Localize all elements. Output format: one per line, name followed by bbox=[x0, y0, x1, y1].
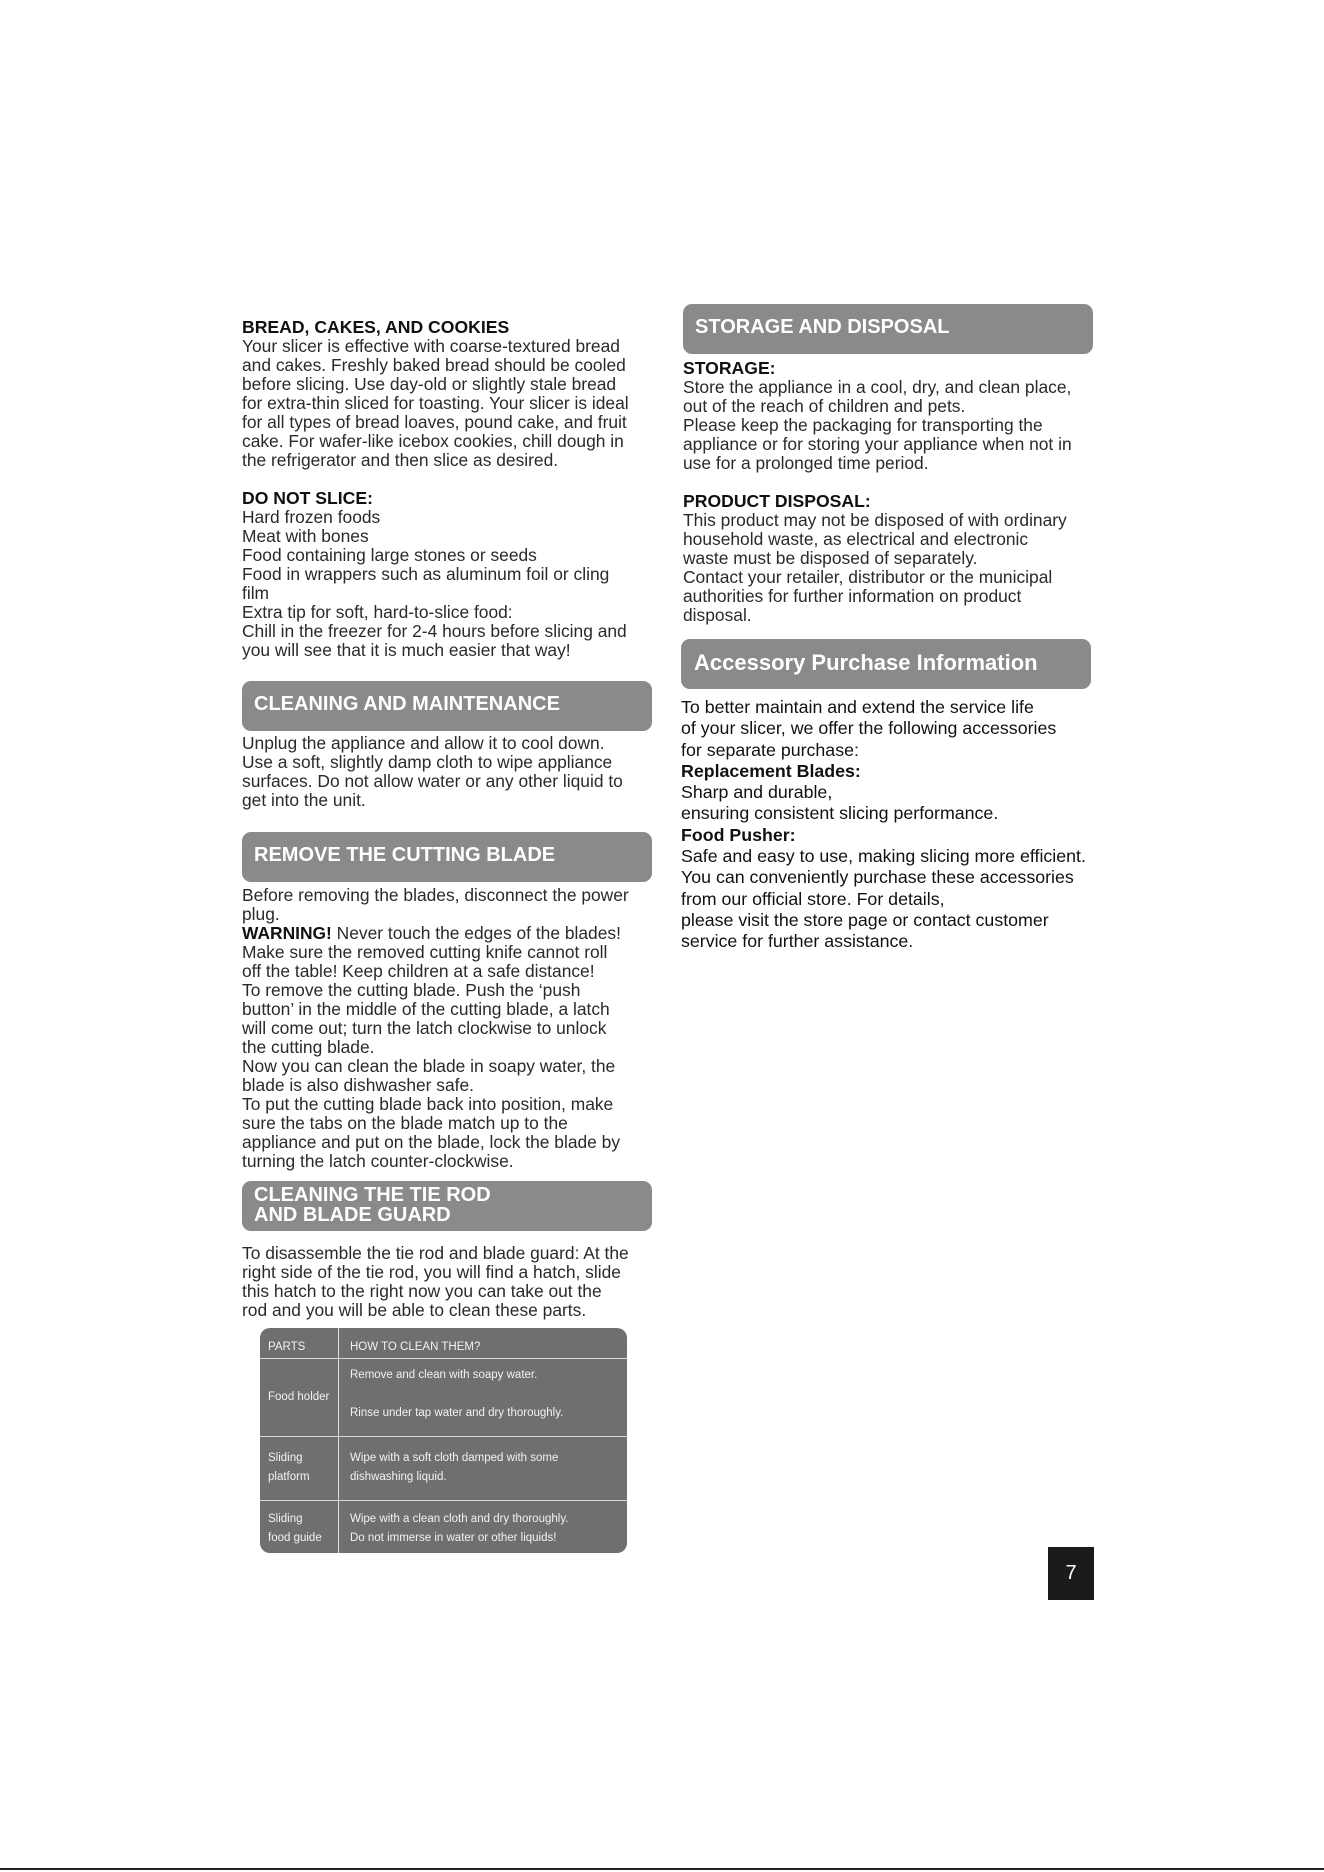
text-line: Sharp and durable, bbox=[681, 782, 833, 803]
text-line: will come out; turn the latch clockwise to unlock bbox=[242, 1018, 607, 1038]
text-line: appliance and put on the blade, lock the blade by bbox=[242, 1132, 621, 1152]
table-header-parts: PARTS bbox=[268, 1341, 306, 1353]
table-header-how: HOW TO CLEAN THEM? bbox=[350, 1341, 481, 1353]
table-row-how bbox=[350, 1368, 563, 1420]
text-line: sure the tabs on the blade match up to the bbox=[242, 1113, 568, 1133]
cleaning-banner-title: CLEANING AND MAINTENANCE bbox=[254, 693, 560, 715]
text-line: button’ in the middle of the cutting blade, a latch bbox=[242, 999, 610, 1019]
text-line: Extra tip for soft, hard-to-slice food: bbox=[242, 602, 513, 622]
parts-table bbox=[260, 1328, 627, 1553]
storage-banner-title: STORAGE AND DISPOSAL bbox=[695, 316, 950, 338]
part-name: Sliding bbox=[268, 1513, 303, 1525]
cleaning-banner bbox=[242, 681, 652, 731]
text-line: Safe and easy to use, making slicing more efficient. bbox=[681, 846, 1086, 867]
storage-body bbox=[683, 378, 1123, 473]
text-line: Store the appliance in a cool, dry, and clean place, bbox=[683, 377, 1072, 397]
text-line: authorities for further information on product bbox=[683, 586, 1022, 606]
table-row-part bbox=[268, 1390, 329, 1404]
text-line: off the table! Keep children at a safe distance! bbox=[242, 961, 595, 981]
remove-blade-body bbox=[242, 886, 662, 1171]
storage-section bbox=[683, 359, 1123, 625]
text-line: Hard frozen foods bbox=[242, 507, 381, 527]
table-header-divider bbox=[260, 1358, 627, 1359]
text-line: disposal. bbox=[683, 605, 752, 625]
text-line: the refrigerator and then slice as desired. bbox=[242, 450, 559, 470]
text-line: of your slicer, we offer the following accessories bbox=[681, 718, 1057, 739]
text-line: please visit the store page or contact customer bbox=[681, 909, 1049, 930]
how-line: Remove and clean with soapy water. bbox=[350, 1369, 538, 1381]
page-number: 7 bbox=[1048, 1547, 1094, 1600]
remove-blade-banner bbox=[242, 832, 652, 882]
text-line: You can conveniently purchase these accessories bbox=[681, 867, 1074, 888]
disposal-body bbox=[683, 511, 1123, 625]
table-column-divider bbox=[338, 1328, 339, 1553]
text-line: Make sure the removed cutting knife cannot roll bbox=[242, 942, 608, 962]
bread-section bbox=[242, 318, 662, 660]
text-line: Please keep the packaging for transporting the bbox=[683, 415, 1043, 435]
tie-rod-banner bbox=[242, 1181, 652, 1231]
table-row-divider bbox=[260, 1500, 627, 1501]
part-name: Food holder bbox=[268, 1391, 330, 1403]
text-line: ensuring consistent slicing performance. bbox=[681, 803, 999, 824]
remove-blade-line-1: Before removing the blades, disconnect the power bbox=[242, 885, 629, 905]
text-line: before slicing. Use day-old or slightly stale bread bbox=[242, 374, 617, 394]
warning-label: WARNING! bbox=[242, 923, 332, 943]
text-line: waste must be disposed of separately. bbox=[683, 548, 978, 568]
warning-line bbox=[242, 924, 662, 943]
text-line: for all types of bread loaves, pound cake, and fruit bbox=[242, 412, 627, 432]
accessory-banner-title: Accessory Purchase Information bbox=[694, 650, 1038, 675]
text-line: Unplug the appliance and allow it to cool down. bbox=[242, 733, 605, 753]
remove-blade-line-2: plug. bbox=[242, 904, 280, 924]
text-line: from our official store. For details, bbox=[681, 888, 945, 909]
part-name: platform bbox=[268, 1471, 310, 1483]
how-line: Wipe with a soft cloth damped with some bbox=[350, 1452, 559, 1464]
text-line: the cutting blade. bbox=[242, 1037, 375, 1057]
tie-rod-banner-line-2: AND BLADE GUARD bbox=[254, 1204, 451, 1226]
bread-body bbox=[242, 337, 662, 470]
remove-blade-banner-title: REMOVE THE CUTTING BLADE bbox=[254, 844, 556, 866]
text-line: Meat with bones bbox=[242, 526, 369, 546]
text-line: service for further assistance. bbox=[681, 931, 914, 952]
text-line: blade is also dishwasher safe. bbox=[242, 1075, 475, 1095]
accessory-section bbox=[681, 697, 1121, 953]
accessory-intro bbox=[681, 697, 1121, 761]
text-line: Chill in the freezer for 2-4 hours before slicing and bbox=[242, 621, 627, 641]
do-not-slice-body bbox=[242, 508, 662, 660]
text-line: use for a prolonged time period. bbox=[683, 453, 929, 473]
text-line: turning the latch counter-clockwise. bbox=[242, 1151, 514, 1171]
text-line: film bbox=[242, 583, 270, 603]
text-line: for separate purchase: bbox=[681, 739, 859, 760]
text-line: To remove the cutting blade. Push the ‘push bbox=[242, 980, 581, 1000]
text-line: out of the reach of children and pets. bbox=[683, 396, 966, 416]
tie-rod-banner-line-1: CLEANING THE TIE ROD bbox=[254, 1184, 491, 1206]
text-line: you will see that it is much easier that way! bbox=[242, 640, 571, 660]
text-line: Your slicer is effective with coarse-textured bread bbox=[242, 336, 620, 356]
accessory-banner bbox=[681, 639, 1091, 689]
food-pusher-body bbox=[681, 846, 1121, 952]
how-line: Rinse under tap water and dry thoroughly. bbox=[350, 1407, 564, 1419]
table-row-how bbox=[350, 1510, 568, 1548]
replacement-blades-heading: Replacement Blades: bbox=[681, 760, 861, 781]
warning-text: Never touch the edges of the blades! bbox=[331, 923, 621, 943]
disposal-heading: PRODUCT DISPOSAL: bbox=[683, 491, 871, 511]
text-line: get into the unit. bbox=[242, 790, 366, 810]
how-line: Do not immerse in water or other liquids! bbox=[350, 1532, 557, 1544]
text-line: To disassemble the tie rod and blade guard: At the bbox=[242, 1243, 629, 1263]
text-line: Contact your retailer, distributor or the municipal bbox=[683, 567, 1053, 587]
bread-heading: BREAD, CAKES, AND COOKIES bbox=[242, 317, 510, 337]
text-line: To better maintain and extend the service life bbox=[681, 697, 1034, 717]
text-line: rod and you will be able to clean these parts. bbox=[242, 1300, 587, 1320]
table-row-how bbox=[350, 1449, 558, 1487]
text-line: cake. For wafer-like icebox cookies, chill dough in bbox=[242, 431, 624, 451]
tie-rod-body bbox=[242, 1244, 662, 1320]
table-row-part bbox=[268, 1449, 310, 1487]
text-line: household waste, as electrical and electronic bbox=[683, 529, 1029, 549]
text-line: right side of the tie rod, you will find a hatch, slide bbox=[242, 1262, 621, 1282]
replacement-blades-body bbox=[681, 782, 1121, 825]
storage-banner bbox=[683, 304, 1093, 354]
text-line: appliance or for storing your appliance when not in bbox=[683, 434, 1072, 454]
how-line: dishwashing liquid. bbox=[350, 1471, 447, 1483]
text-line: this hatch to the right now you can take out the bbox=[242, 1281, 602, 1301]
table-row-part bbox=[268, 1510, 322, 1548]
storage-heading: STORAGE: bbox=[683, 358, 776, 378]
do-not-slice-heading: DO NOT SLICE: bbox=[242, 488, 373, 508]
bottom-rule bbox=[0, 1868, 1324, 1870]
text-line: Food containing large stones or seeds bbox=[242, 545, 537, 565]
part-name: Sliding bbox=[268, 1452, 303, 1464]
remove-blade-instructions bbox=[242, 943, 662, 1171]
food-pusher-heading: Food Pusher: bbox=[681, 824, 796, 845]
cleaning-body bbox=[242, 734, 662, 810]
text-line: Use a soft, slightly damp cloth to wipe appliance bbox=[242, 752, 613, 772]
text-line: and cakes. Freshly baked bread should be cooled bbox=[242, 355, 626, 375]
text-line: Now you can clean the blade in soapy water, the bbox=[242, 1056, 616, 1076]
how-line: Wipe with a clean cloth and dry thoroughly. bbox=[350, 1513, 569, 1525]
text-line: This product may not be disposed of with ordinary bbox=[683, 510, 1067, 530]
text-line: for extra-thin sliced for toasting. Your slicer is ideal bbox=[242, 393, 629, 413]
text-line: To put the cutting blade back into position, make bbox=[242, 1094, 614, 1114]
text-line: surfaces. Do not allow water or any other liquid to bbox=[242, 771, 623, 791]
part-name: food guide bbox=[268, 1532, 322, 1544]
table-row-divider bbox=[260, 1436, 627, 1437]
text-line: Food in wrappers such as aluminum foil or cling bbox=[242, 564, 610, 584]
